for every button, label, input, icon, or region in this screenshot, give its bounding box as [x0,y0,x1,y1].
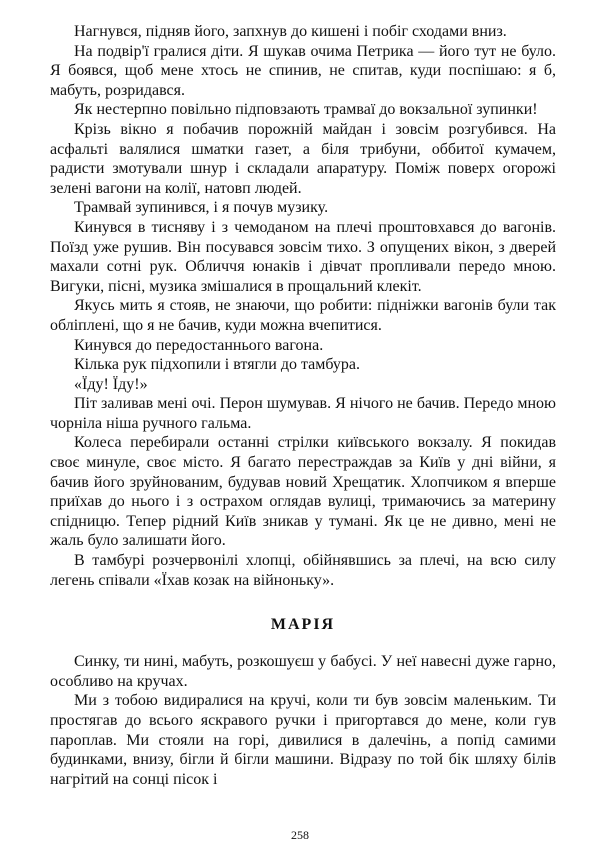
paragraph: Кинувся до передостаннього вагона. [74,336,324,354]
paragraph: Крізь вікно я побачив порожній майдан і зовсім розгубився. На асфальті валялися шматки газет, а біля трибуни, оббитої кумачем, радисти змотували шнур і складали апаратуру. Поміж поверх огорожі зелені вагони на колії, натовп людей. [50,120,556,197]
chapter-title: МАРІЯ [270,616,336,634]
paragraph: Нагнувся, підняв його, запхнув до кишені і побіг сходами вниз. [74,23,507,40]
paragraph: Піт заливав мені очі. Перон шумував. Я нічого не бачив. Передо мною чорніла ніша ручного гальма. [50,395,556,432]
paragraph: Як нестерпно повільно підповзають трамваї до вокзальної зупинки! [74,101,538,119]
book-page [50,22,556,789]
paragraph: Колеса перебирали останні стрілки київського вокзалу. Я покидав своє минуле, своє місто. Я багато перестраждав за Київ у дні війни, я бачив його зруйнованим, будував новий Хрещатик. Хлопчиком я вперше приїхав до нього і з острахом оглядав вулиці, тримаючись за материну спідницю. Тепер рідний Київ зникав у тумані. Як це не дивно, мені не жаль було залишати його. [50,434,556,550]
paragraph: Трамвай зупинився, і я почув музику. [74,199,329,217]
paragraph: Синку, ти нині, мабуть, розкошуєш у бабусі. У неї навесні дуже гарно, особливо на кручах. [50,653,556,690]
section-one [50,22,556,590]
section-two [50,652,556,789]
paragraph: Кілька рук підхопили і втягли до тамбура. [74,356,361,374]
page-number: 258 [291,828,309,842]
paragraph: Якусь мить я стояв, не знаючи, що робити: підніжки вагонів були так обліплені, що я не бачив, куди можна вчепитися. [50,297,556,334]
paragraph: «Їду! Їду!» [74,375,148,393]
paragraph: На подвір'ї гралися діти. Я шукав очима Петрика — його тут не було. Я боявся, щоб мене хтось не спинив, не спитав, куди поспішаю: я б, мабуть, розридався. [50,42,556,99]
paragraph: Кинувся в тисняву і з чемоданом на плечі проштовхався до вагонів. Поїзд уже рушив. Він посувався зовсім тихо. З опущених вікон, з дверей махали сотні рук. Обличчя юнаків і дівчат пропливали передо мною. Вигуки, пісні, музика змішалися в прощальний клекіт. [50,218,556,295]
paragraph: Ми з тобою видиралися на кручі, коли ти був зовсім маленьким. Ти простягав до всього яскравого ручки і пригортався до мене, коли гув пароплав. Ми стояли на горі, дивилися в далечінь, а попід самими будинками, внизу, бігли й бігли машини. Відразу по той бік шляху білів нагрітий на сонці пісок і [50,692,556,788]
paragraph: В тамбурі розчервонілі хлопці, обійнявшись за плечі, на всю силу легень співали «Їхав козак на війноньку». [50,552,556,589]
